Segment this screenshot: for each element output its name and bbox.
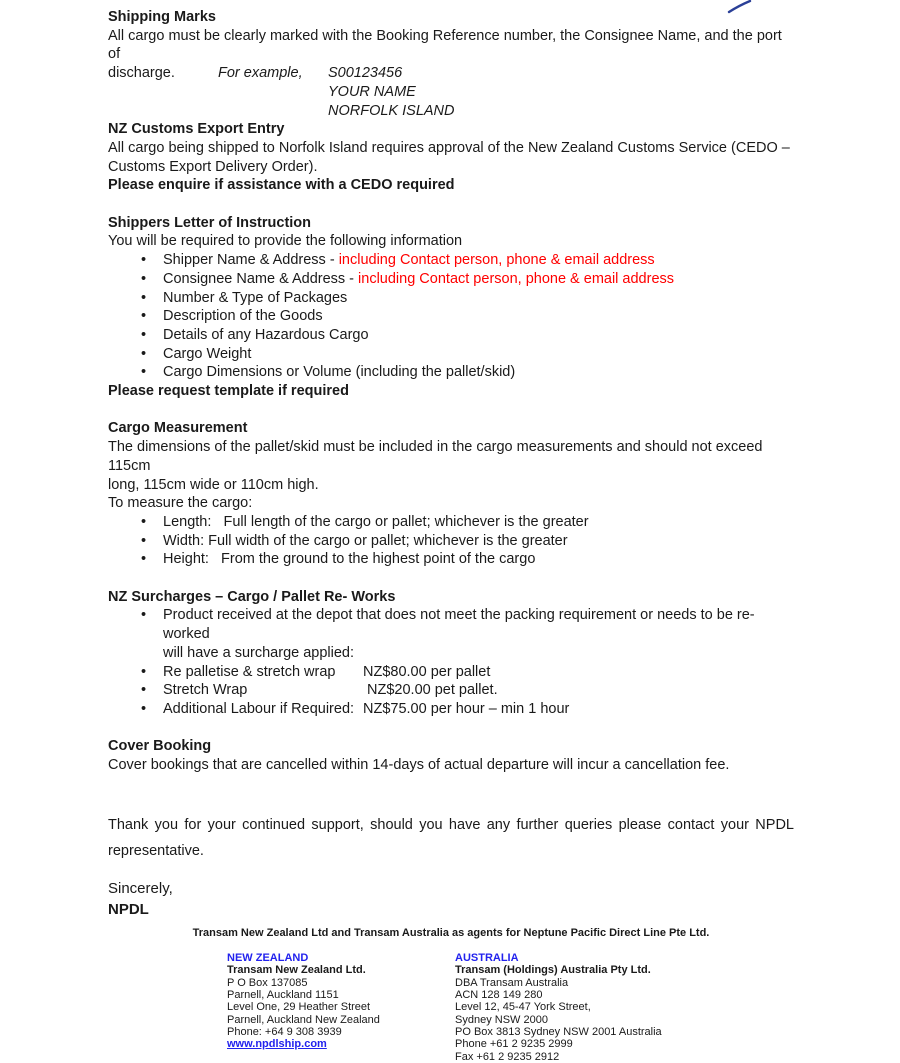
shippers-letter-intro: You will be required to provide the following information: [108, 233, 463, 250]
footer-nz-pobox: P O Box 137085: [227, 976, 308, 989]
bullet-text: Height: From the ground to the highest point of the cargo: [163, 551, 536, 568]
footer-heading-au: AUSTRALIA: [455, 952, 519, 965]
footer-nz-city: Parnell, Auckland New Zealand: [227, 1013, 380, 1026]
shipping-marks-line2-start: discharge.: [108, 65, 175, 82]
fee-label: Re palletise & stretch wrap: [163, 663, 336, 680]
bullet-text: Details of any Hazardous Cargo: [163, 326, 369, 343]
footer-au-fax: Fax +61 2 9235 2912: [455, 1050, 560, 1063]
bullet-item-shipper-name: [108, 251, 794, 270]
bullet-item-rework-policy: [108, 606, 794, 662]
footer-company-au: Transam (Holdings) Australia Pty Ltd.: [455, 964, 651, 977]
bullet-text: Cargo Weight: [163, 345, 252, 362]
bullet-text: Width: Full width of the cargo or pallet; whichever is the greater: [163, 532, 568, 549]
bullet-item-packages: [108, 289, 794, 308]
shipping-marks-line1: All cargo must be clearly marked with the Booking Reference number, the Consignee Name, and the port of: [108, 27, 782, 63]
shipping-marks-example-row: [108, 64, 794, 83]
letter-body: [108, 8, 794, 1063]
agents-tagline: Transam New Zealand Ltd and Transam Australia as agents for Neptune Pacific Direct Line Pte Ltd.: [192, 927, 710, 940]
rework-policy-line1: • Product received at the depot that does not meet the packing requirement or needs to be re-worked: [163, 607, 755, 643]
footer-au-phone: Phone +61 2 9235 2999: [455, 1038, 573, 1051]
cargo-measurement-line1: The dimensions of the pallet/skid must be included in the cargo measurements and should not exceed 115cm: [108, 439, 763, 474]
footer-heading-nz: NEW ZEALAND: [227, 952, 309, 965]
bullet-highlight: including Contact person, phone & email address: [358, 270, 675, 287]
bullet-item-dimensions: [108, 363, 794, 382]
fee-label: Additional Labour if Required:: [163, 700, 355, 717]
footer-nz-street: Level One, 29 Heather Street: [227, 1001, 371, 1014]
signature-block: [108, 878, 794, 920]
footer-nz-suburb: Parnell, Auckland 1151: [227, 989, 339, 1002]
footer-au-acn: ACN 128 149 280: [455, 989, 543, 1002]
nz-customs-line1: All cargo being shipped to Norfolk Island requires approval of the New Zealand Customs Service (CEDO –: [108, 139, 790, 156]
bullet-text: Cargo Dimensions or Volume (including the pallet/skid): [163, 364, 516, 381]
bullet-item-width: [108, 532, 794, 551]
footer-column-australia: [455, 952, 662, 1063]
sincerely-text: Sincerely,: [108, 880, 173, 898]
bullet-text: Number & Type of Packages: [163, 289, 348, 306]
nz-customs-line2: Customs Export Delivery Order).: [108, 158, 318, 175]
bullet-item-hazardous: [108, 326, 794, 345]
section-heading-cargo-measurement: Cargo Measurement: [108, 420, 248, 437]
bullet-text: Shipper Name & Address -: [163, 252, 339, 269]
bullet-item-stretch-wrap-fee: [108, 681, 794, 700]
section-heading-shippers-letter: Shippers Letter of Instruction: [108, 214, 312, 231]
bullet-item-labour-fee: [108, 700, 794, 719]
fee-value: NZ$80.00 per pallet: [363, 663, 491, 680]
example-port: NORFOLK ISLAND: [328, 102, 455, 119]
bullet-item-repalletise-fee: [108, 663, 794, 682]
thanks-line2: representative.: [108, 843, 204, 860]
bullet-text: Length: Full length of the cargo or pallet; whichever is the greater: [163, 513, 589, 530]
example-label: For example,: [218, 65, 303, 82]
footer-au-dba: DBA Transam Australia: [455, 976, 569, 989]
section-heading-shipping-marks: Shipping Marks: [108, 9, 216, 25]
example-consignee-name: YOUR NAME: [328, 83, 416, 100]
signature-name: NPDL: [108, 901, 149, 919]
thanks-line1: Thank you for your continued support, should you have any further queries please contact your NPDL: [108, 817, 794, 834]
fee-label: Stretch Wrap: [163, 682, 248, 699]
contact-footer: [227, 952, 794, 1063]
example-booking-ref: S00123456: [328, 65, 403, 82]
bullet-item-length: [108, 513, 794, 532]
cargo-measurement-line2: long, 115cm wide or 110cm high.: [108, 476, 319, 493]
footer-nz-phone: Phone: +64 9 308 3939: [227, 1025, 342, 1038]
rework-policy-line2: will have a surcharge applied:: [163, 644, 355, 661]
fee-value: NZ$20.00 pet pallet.: [363, 682, 498, 699]
bullet-text: Description of the Goods: [163, 308, 323, 325]
footer-column-new-zealand: [227, 952, 455, 1063]
cover-booking-body: Cover bookings that are cancelled within 14-days of actual departure will incur a cancellation fee.: [108, 757, 730, 774]
cargo-measurement-intro: To measure the cargo:: [108, 495, 253, 512]
footer-au-city: Sydney NSW 2000: [455, 1013, 548, 1026]
bullet-item-description: [108, 307, 794, 326]
footer-au-street: Level 12, 45-47 York Street,: [455, 1001, 591, 1014]
bullet-item-consignee-name: [108, 270, 794, 289]
bullet-item-height: [108, 550, 794, 569]
footer-au-pobox: PO Box 3813 Sydney NSW 2001 Australia: [455, 1025, 662, 1038]
nz-customs-note: Please enquire if assistance with a CEDO required: [108, 177, 455, 194]
fee-value: NZ$75.00 per hour – min 1 hour: [363, 700, 570, 717]
section-heading-nz-surcharges: NZ Surcharges – Cargo / Pallet Re- Works: [108, 588, 396, 605]
section-heading-cover-booking: Cover Booking: [108, 738, 212, 755]
bullet-item-weight: [108, 345, 794, 364]
section-heading-nz-customs: NZ Customs Export Entry: [108, 121, 285, 138]
bullet-text: Consignee Name & Address -: [163, 270, 359, 287]
footer-company-nz: Transam New Zealand Ltd.: [227, 964, 366, 977]
website-link[interactable]: www.npdlship.com: [227, 1038, 327, 1051]
thanks-paragraph: [108, 812, 794, 864]
bullet-highlight: including Contact person, phone & email address: [338, 252, 655, 269]
shippers-letter-note: Please request template if required: [108, 383, 349, 400]
